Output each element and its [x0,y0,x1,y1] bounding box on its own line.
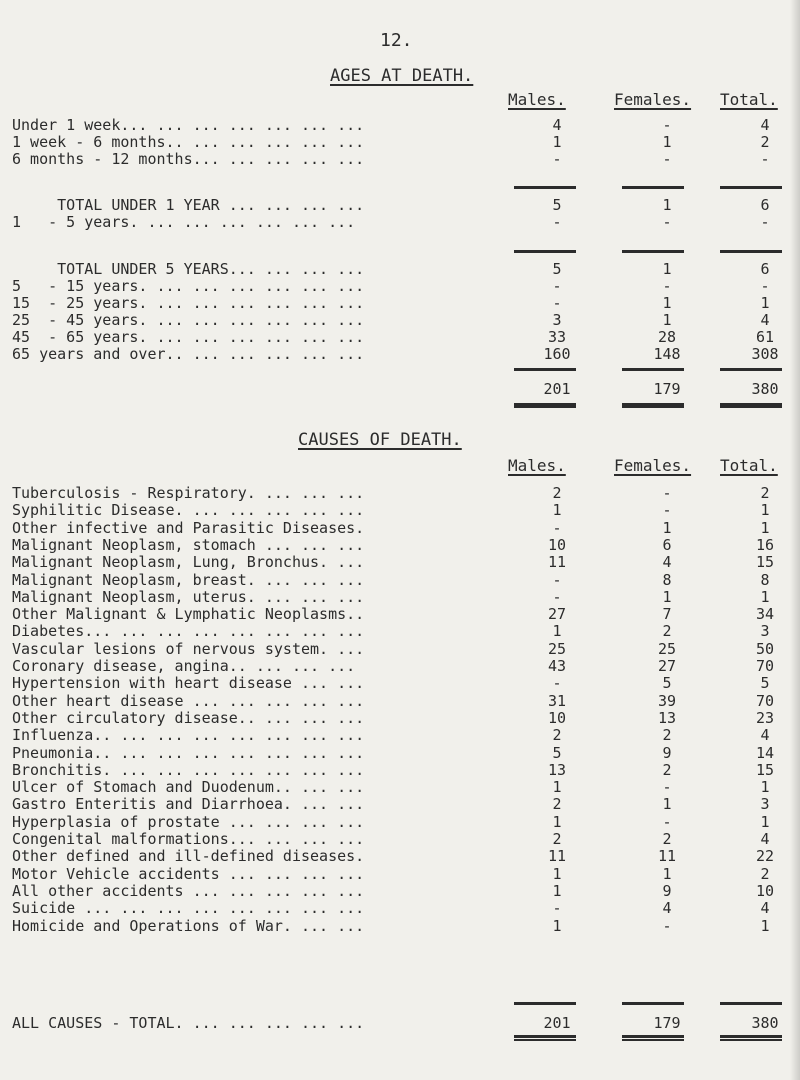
causes-header-females: Females. [614,456,692,475]
causes-row-label: Other infective and Parasitic Diseases. [12,519,365,537]
causes-row-females: 4 [662,899,672,917]
causes-row-males: - [552,588,562,606]
ages-total-rule-bottom [622,406,684,408]
ages-row-total: 4 [760,116,770,134]
causes-row-label: Other circulatory disease.. ... ... ... [12,709,365,727]
causes-row-females: 2 [662,830,672,848]
causes-total-rule-bottom [514,1035,576,1038]
causes-row-females: 6 [662,536,672,554]
causes-row-total: 8 [760,571,770,589]
causes-row [12,917,792,939]
causes-row-males: 31 [547,692,567,710]
causes-row-females: - [662,917,672,935]
ages-subtotal-rule [720,186,782,189]
causes-row-total: 4 [760,899,770,917]
causes-row-males: - [552,571,562,589]
causes-row-females: 1 [662,588,672,606]
causes-row-total: 50 [755,640,775,658]
causes-row-total: 23 [755,709,775,727]
causes-row-males: 27 [547,605,567,623]
causes-row-females: - [662,484,672,502]
causes-row-females: 9 [662,882,672,900]
causes-row-label: Motor Vehicle accidents ... ... ... ... [12,865,365,883]
causes-row-label: Vascular lesions of nervous system. ... [12,640,365,658]
ages-row [12,380,792,402]
causes-row-males: 1 [552,622,562,640]
causes-row-label: Other heart disease ... ... ... ... ... [12,692,365,710]
ages-subtotal-rule [514,186,576,189]
causes-row-label: Diabetes... ... ... ... ... ... ... ... [12,622,365,640]
ages-row-females: 179 [653,380,681,398]
causes-row-males: 5 [552,744,562,762]
ages-row [12,150,792,172]
ages-row-label: Under 1 week... ... ... ... ... ... ... [12,116,365,134]
ages-row-label: TOTAL UNDER 5 YEARS... ... ... ... [12,260,365,278]
causes-row-males: 43 [547,657,567,675]
ages-total-rule-top [514,368,576,371]
causes-row-males: 11 [547,847,567,865]
ages-row-total: 2 [760,133,770,151]
ages-row-label: 45 - 65 years. ... ... ... ... ... ... [12,328,365,346]
causes-row-total: 2 [760,865,770,883]
causes-row-total: 3 [760,622,770,640]
ages-row-total: 6 [760,260,770,278]
causes-total-rule-bottom [720,1035,782,1038]
causes-row-males: 2 [552,830,562,848]
causes-row-label: Suicide ... ... ... ... ... ... ... ... [12,899,365,917]
causes-row-total: 14 [755,744,775,762]
ages-row-females: - [662,150,672,168]
ages-row-males: 1 [552,133,562,151]
ages-row-label: 65 years and over.. ... ... ... ... ... [12,345,365,363]
ages-header-total: Total. [720,90,778,109]
causes-row-total: 380 [751,1014,779,1032]
causes-row-total: 1 [760,501,770,519]
causes-row-label: Gastro Enteritis and Diarrhoea. ... ... [12,795,365,813]
causes-row-total: 1 [760,519,770,537]
causes-row-males: - [552,519,562,537]
causes-row-total: 1 [760,588,770,606]
ages-row-males: - [552,277,562,295]
causes-row-males: - [552,899,562,917]
ages-row-label: 5 - 15 years. ... ... ... ... ... ... [12,277,365,295]
causes-row-males: 11 [547,553,567,571]
causes-row-females: 9 [662,744,672,762]
causes-row-males: - [552,674,562,692]
causes-row-females: 27 [657,657,677,675]
ages-row-label: 6 months - 12 months... ... ... ... ... [12,150,365,168]
ages-row-total: 61 [755,328,775,346]
causes-total-rule-top [720,1002,782,1005]
causes-row-females: 7 [662,605,672,623]
causes-row-males: 2 [552,484,562,502]
causes-row-total: 2 [760,484,770,502]
causes-total-rule-top [514,1002,576,1005]
causes-row-label: Influenza.. ... ... ... ... ... ... ... [12,726,365,744]
ages-subtotal-rule [720,250,782,253]
causes-row-label: Ulcer of Stomach and Duodenum.. ... ... [12,778,365,796]
causes-row-label: Other Malignant & Lymphatic Neoplasms.. [12,605,365,623]
ages-row-label: 1 week - 6 months.. ... ... ... ... ... [12,133,365,151]
ages-row-males: - [552,213,562,231]
causes-row-total: 1 [760,813,770,831]
causes-row-total: 22 [755,847,775,865]
ages-total-rule-bottom [514,406,576,408]
ages-row-total: 308 [751,345,779,363]
causes-row-total: 16 [755,536,775,554]
ages-row-males: - [552,294,562,312]
causes-row-females: 11 [657,847,677,865]
ages-row-label: TOTAL UNDER 1 YEAR ... ... ... ... [12,196,365,214]
causes-row-males: 2 [552,726,562,744]
causes-row-label: Syphilitic Disease. ... ... ... ... ... [12,501,365,519]
causes-row-females: 5 [662,674,672,692]
ages-row-males: 201 [543,380,571,398]
causes-row-females: 2 [662,761,672,779]
causes-row-males: 1 [552,882,562,900]
causes-row-total: 3 [760,795,770,813]
ages-row-males: 3 [552,311,562,329]
ages-total-rule-top [720,368,782,371]
causes-row-females: 179 [653,1014,681,1032]
ages-subtotal-rule [622,250,684,253]
causes-row-label: Malignant Neoplasm, Lung, Bronchus. ... [12,553,365,571]
ages-row-females: 28 [657,328,677,346]
page-number: 12. [380,30,413,51]
causes-row-females: - [662,778,672,796]
ages-row-females: 1 [662,260,672,278]
causes-row-total: 70 [755,657,775,675]
causes-row-label: Bronchitis. ... ... ... ... ... ... ... [12,761,365,779]
causes-row-males: 1 [552,917,562,935]
ages-row-females: - [662,213,672,231]
causes-row-females: 25 [657,640,677,658]
ages-total-rule-bottom [720,406,782,408]
causes-header-total: Total. [720,456,778,475]
causes-row-label: Pneumonia.. ... ... ... ... ... ... ... [12,744,365,762]
ages-row-males: 4 [552,116,562,134]
ages-subtotal-rule [622,186,684,189]
causes-row-males: 1 [552,501,562,519]
causes-row-label: ALL CAUSES - TOTAL. ... ... ... ... ... [12,1014,365,1032]
ages-header-females: Females. [614,90,692,109]
ages-row-total: - [760,277,770,295]
ages-row-label: 25 - 45 years. ... ... ... ... ... ... [12,311,365,329]
causes-total-rule-bottom [622,1039,684,1041]
causes-header-males: Males. [508,456,566,475]
ages-row-males: 5 [552,196,562,214]
causes-row-total: 10 [755,882,775,900]
ages-row-females: - [662,277,672,295]
causes-row-males: 1 [552,813,562,831]
causes-row-label: Other defined and ill-defined diseases. [12,847,365,865]
causes-row-total: 1 [760,778,770,796]
causes-row-label: Coronary disease, angina.. ... ... ... [12,657,356,675]
ages-row-males: - [552,150,562,168]
ages-row [12,213,792,235]
ages-row-total: - [760,213,770,231]
causes-row-males: 1 [552,778,562,796]
causes-row-males: 2 [552,795,562,813]
causes-row-females: 1 [662,795,672,813]
ages-row-males: 33 [547,328,567,346]
causes-row-label: Malignant Neoplasm, breast. ... ... ... [12,571,365,589]
causes-row-total: 5 [760,674,770,692]
ages-title: AGES AT DEATH. [330,66,474,86]
ages-row-females: 1 [662,196,672,214]
causes-row-label: Hyperplasia of prostate ... ... ... ... [12,813,365,831]
causes-row-total: 15 [755,761,775,779]
causes-row-label: Malignant Neoplasm, uterus. ... ... ... [12,588,365,606]
ages-row-total: 4 [760,311,770,329]
causes-row-females: 8 [662,571,672,589]
causes-row-females: 4 [662,553,672,571]
causes-total-rule-top [622,1002,684,1005]
causes-row-total: 1 [760,917,770,935]
causes-row-males: 13 [547,761,567,779]
causes-row-total: 4 [760,830,770,848]
ages-row-males: 160 [543,345,571,363]
page-edge-shadow [790,0,800,1080]
causes-total-rule-bottom [720,1039,782,1041]
causes-row-females: 2 [662,622,672,640]
causes-row-males: 25 [547,640,567,658]
ages-row-females: 148 [653,345,681,363]
ages-subtotal-rule [514,250,576,253]
causes-row-females: 2 [662,726,672,744]
ages-row-females: 1 [662,294,672,312]
ages-row [12,345,792,367]
ages-row-label: 1 - 5 years. ... ... ... ... ... ... [12,213,356,231]
causes-title: CAUSES OF DEATH. [298,430,462,450]
causes-row-females: 1 [662,519,672,537]
ages-row-total: 6 [760,196,770,214]
causes-row-males: 201 [543,1014,571,1032]
causes-total-rule-bottom [514,1039,576,1041]
causes-row-females: 39 [657,692,677,710]
ages-row-females: - [662,116,672,134]
causes-row-females: - [662,813,672,831]
causes-row-males: 10 [547,536,567,554]
ages-row-total: - [760,150,770,168]
causes-row-label: All other accidents ... ... ... ... ... [12,882,365,900]
causes-row-total: 34 [755,605,775,623]
causes-total-rule-bottom [622,1035,684,1038]
causes-row-females: - [662,501,672,519]
ages-header-males: Males. [508,90,566,109]
causes-row-label: Hypertension with heart disease ... ... [12,674,365,692]
ages-row-females: 1 [662,133,672,151]
causes-row-label: Congenital malformations... ... ... ... [12,830,365,848]
causes-row-females: 1 [662,865,672,883]
ages-row-females: 1 [662,311,672,329]
ages-row-males: 5 [552,260,562,278]
ages-row-label: 15 - 25 years. ... ... ... ... ... ... [12,294,365,312]
causes-row [12,1014,792,1036]
causes-row-males: 10 [547,709,567,727]
causes-row-label: Malignant Neoplasm, stomach ... ... ... [12,536,365,554]
causes-row-label: Homicide and Operations of War. ... ... [12,917,365,935]
causes-row-males: 1 [552,865,562,883]
causes-row-label: Tuberculosis - Respiratory. ... ... ... [12,484,365,502]
ages-total-rule-top [622,368,684,371]
ages-row-total: 1 [760,294,770,312]
ages-row-total: 380 [751,380,779,398]
causes-row-females: 13 [657,709,677,727]
causes-row-total: 70 [755,692,775,710]
causes-row-total: 15 [755,553,775,571]
causes-row-total: 4 [760,726,770,744]
